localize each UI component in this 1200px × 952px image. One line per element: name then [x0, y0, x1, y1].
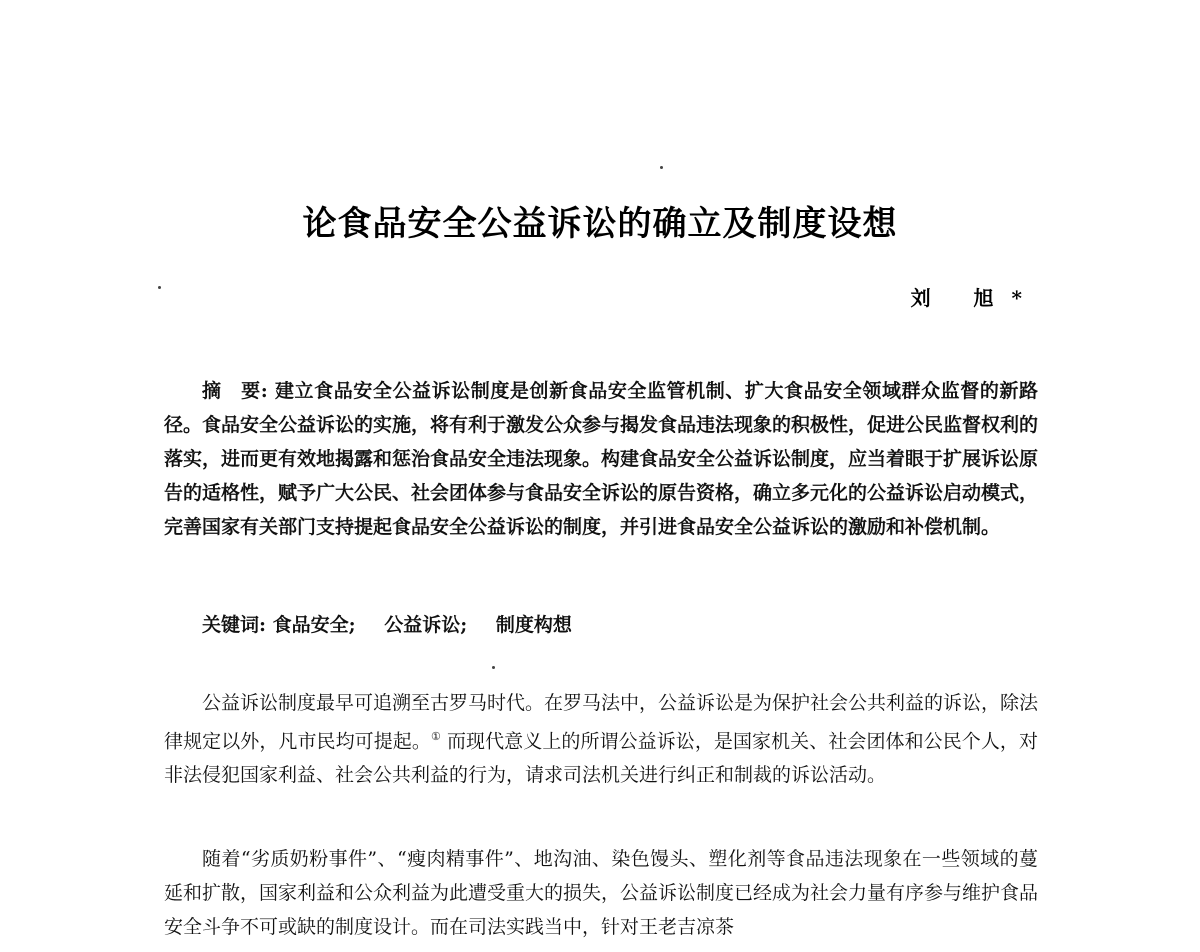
paragraph-text: 公益诉讼制度最早可追溯至古罗马时代。在罗马法中，公益诉讼是为保护社会公共利益的诉讼，除法律规定以外，凡市民均可提起。	[164, 692, 1039, 753]
abstract-text: 建立食品安全公益诉讼制度是创新食品安全监管机制、扩大食品安全领域群众监督的新路径。食品安全公益诉讼的实施，将有利于激发公众参与揭发食品违法现象的积极性，促进公民监督权利的落实，进而更有效地揭露和惩治食品安全违法现象。构建食品安全公益诉讼制度，应当着眼于扩展诉讼原告的适格性，赋予广大公民、社会团体参与食品安全诉讼的原告资格，确立多元化的公益诉讼启动模式，完善国家有关部门支持提起食品安全公益诉讼的制度，并引进食品安全公益诉讼的激励和补偿机制。	[164, 380, 1039, 538]
paragraph-text: 而现代意义上的所谓公益诉讼，是国家机关、社会团体和公民个人，对非法侵犯国家利益、社会公共利益的行为，请求司法机关进行纠正和制裁的诉讼活动。	[164, 730, 1038, 787]
author-name: 刘 旭*	[910, 286, 1040, 310]
keyword-item: 制度构想	[495, 614, 572, 636]
scan-speck	[158, 286, 161, 289]
keyword-item: 食品安全;	[272, 614, 356, 636]
scan-speck	[492, 666, 495, 669]
keywords-label: 关键词:	[202, 614, 267, 636]
abstract-label: 摘 要:	[202, 380, 268, 402]
keywords	[164, 608, 1038, 642]
abstract	[164, 374, 1038, 544]
keyword-item: 公益诉讼;	[384, 614, 468, 636]
scan-speck	[660, 166, 663, 169]
footnote-ref[interactable]: ①	[430, 730, 441, 743]
body-paragraph-2: 随着“劣质奶粉事件”、“瘦肉精事件”、地沟油、染色馒头、塑化剂等食品违法现象在一些领域的蔓延和扩散，国家利益和公众利益为此遭受重大的损失，公益诉讼制度已经成为社会力量有序参与维护食品安全斗争不可或缺的制度设计。而在司法实践当中，针对王老吉凉茶	[164, 848, 1039, 938]
paper-title: 论食品安全公益诉讼的确立及制度设想	[302, 204, 898, 244]
body-paragraph-1	[164, 686, 1038, 792]
